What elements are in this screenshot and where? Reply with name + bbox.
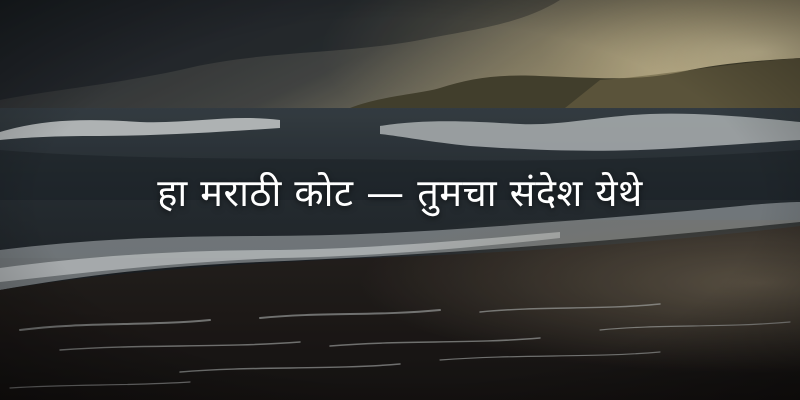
quote-text: हा मराठी कोट — तुमचा संदेश येथे [157,171,643,215]
